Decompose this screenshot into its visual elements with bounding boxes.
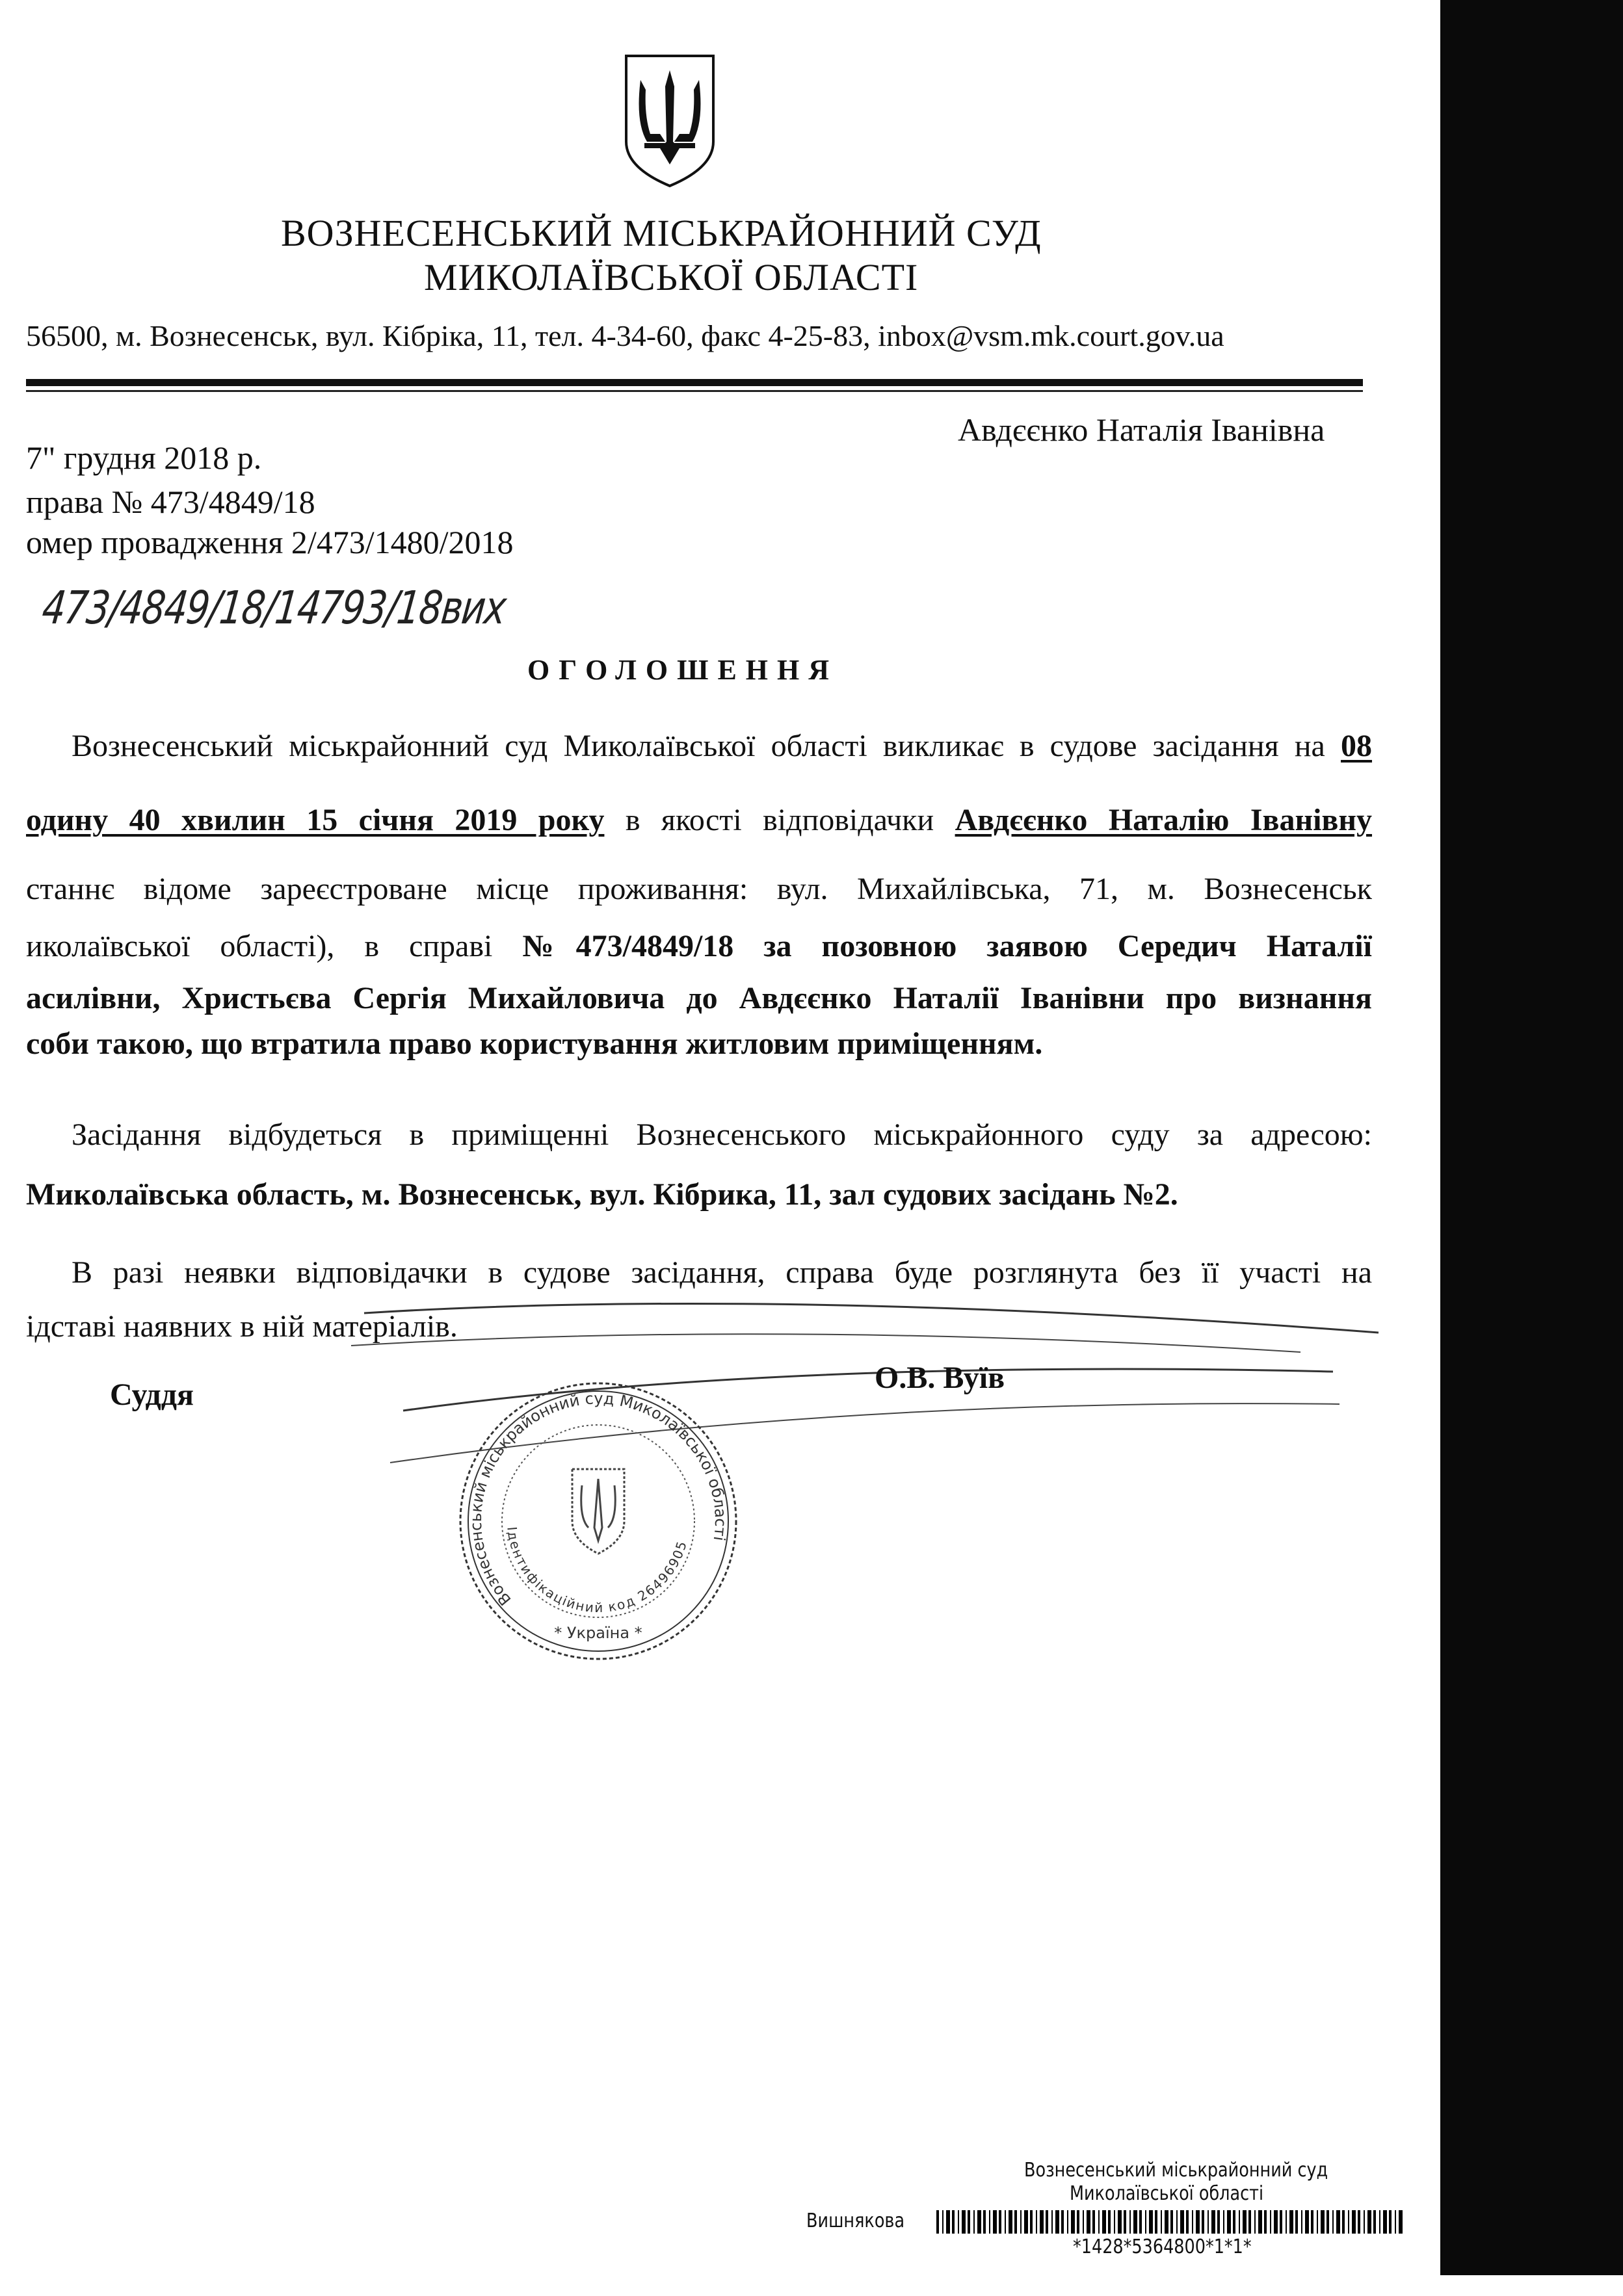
proceeding-number: омер провадження 2/473/1480/2018 [26, 524, 514, 560]
stamp-inner-text: Ідентифікаційний код 26496905 [504, 1526, 690, 1616]
document-heading: ОГОЛОШЕННЯ [527, 654, 839, 686]
body-line [26, 928, 1372, 965]
body-line [26, 802, 1372, 839]
document-barcode [936, 2210, 1405, 2234]
body-line: В разі неявки відповідачки в судове засідання, справа буде розглянута без її участі на [72, 1255, 1372, 1290]
case-number: права № 473/4849/18 [26, 484, 315, 520]
scan-dark-margin [1440, 0, 1623, 2275]
body-line: станнє відоме зареєстроване місце проживання: вул. Михайлівська, 71, м. Вознесенськ [26, 872, 1372, 906]
defendant-name: Авдєєнко Наталію Іванівну [955, 803, 1373, 837]
scan-bottom-edge [0, 2275, 1623, 2296]
body-text: Вознесенський міськрайонний суд Миколаївської області викликає в судове засідання на [72, 729, 1325, 763]
footer-court-line2: Миколаївської області [1070, 2182, 1264, 2205]
court-name-line2: МИКОЛАЇВСЬКОЇ ОБЛАСТІ [424, 256, 919, 298]
stamp-country: * Україна * [554, 1624, 642, 1642]
barcode-number: *1428*5364800*1*1* [1073, 2236, 1252, 2258]
judge-name: О.В. Вуїв [875, 1361, 1005, 1395]
body-text: в якості відповідачки [625, 803, 934, 837]
footer-clerk-name: Вишнякова [806, 2210, 905, 2232]
hearing-hour: 08 [1341, 729, 1373, 763]
addressee: Авдєєнко Наталія Іванівна [958, 411, 1325, 448]
letter-date: 7" грудня 2018 р. [26, 439, 262, 476]
body-line: ідставі наявних в ній матеріалів. [26, 1309, 458, 1344]
signature-role: Суддя [110, 1377, 194, 1412]
hearing-venue: Миколаївська область, м. Вознесенськ, вул. Кібрика, 11, зал судових засідань №2. [26, 1177, 1178, 1212]
handwritten-outgoing-number: 473/4849/18/14793/18вих [39, 581, 508, 634]
svg-text:Вознесенський міськрайонний су [467, 1389, 730, 1609]
hearing-datetime: одину 40 хвилин 15 січня 2019 року [26, 803, 605, 837]
body-line: асилівни, Христьєва Сергія Михайловича до Авдєєнко Наталії Іванівни про визнання [26, 981, 1372, 1015]
court-name-line1: ВОЗНЕСЕНСЬКИЙ МІСЬКРАЙОННИЙ СУД [281, 212, 1042, 254]
body-text: иколаївської області), в справі [26, 929, 493, 963]
case-reference: №473/4849/18 за позовною заявою Середич Наталії [522, 929, 1373, 963]
stamp-outer-text: Вознесенський міськрайонний суд Миколаївської області [466, 1389, 730, 1610]
body-line [72, 728, 1372, 764]
handwritten-signature [195, 1294, 1398, 1489]
footer-court-line1: Вознесенський міськрайонний суд [1024, 2159, 1328, 2182]
court-seal-stamp [455, 1378, 741, 1664]
court-address: 56500, м. Вознесенськ, вул. Кібріка, 11, тел. 4-34-60, факс 4-25-83, inbox@vsm.mk.court.gov.ua [26, 319, 1224, 352]
stamp-trident-icon [572, 1469, 624, 1554]
body-line: соби такою, що втратила право користування житловим приміщенням. [26, 1026, 1043, 1061]
letterhead-rule-thin [26, 390, 1363, 392]
trident-coat-of-arms-icon [621, 51, 719, 190]
body-line: Засідання відбудеться в приміщенні Вознесенського міськрайонного суду за адресою: [72, 1117, 1372, 1152]
letterhead-rule-thick [26, 379, 1363, 386]
